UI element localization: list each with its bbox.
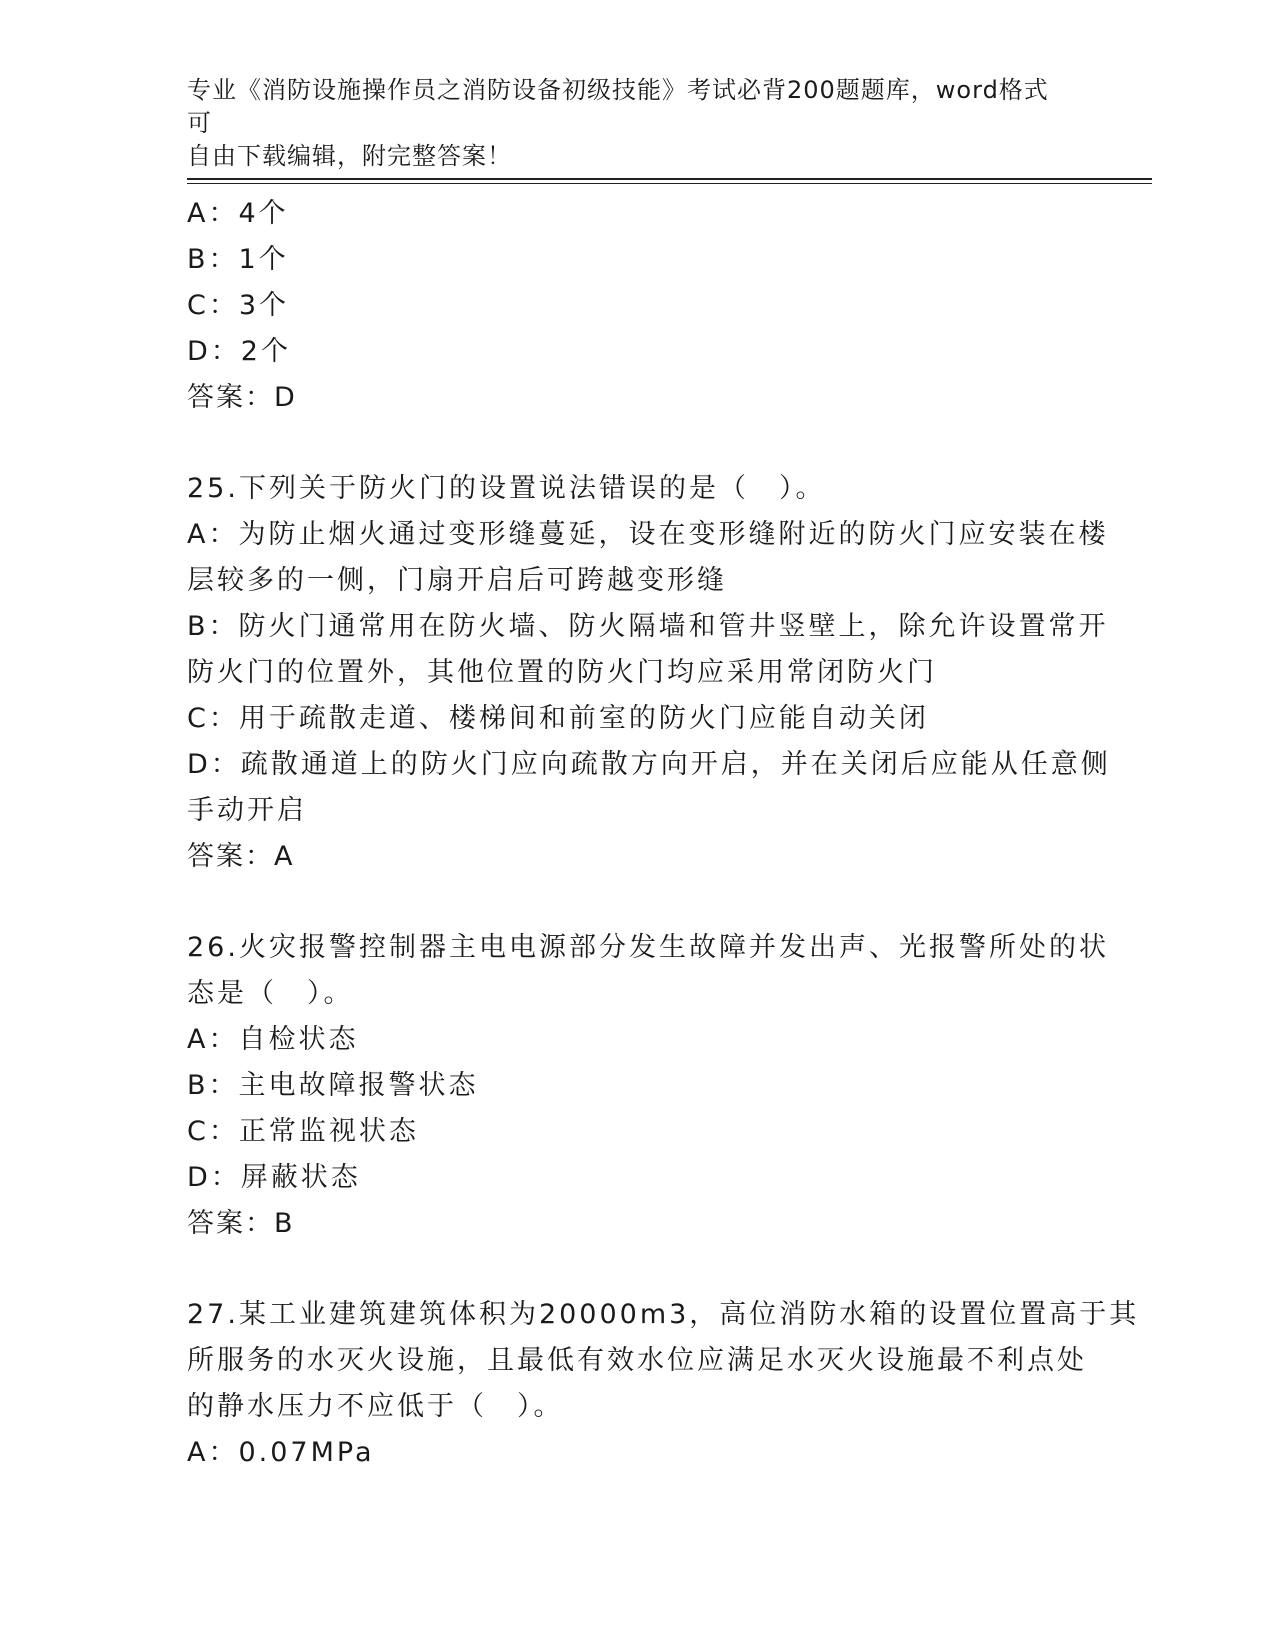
question-text: 27.某工业建筑建筑体积为20000m3，高位消防水箱的设置位置高于其 <box>187 1299 1140 1330</box>
option-b: B：1个 <box>187 244 289 275</box>
option-b-continued: 防火门的位置外，其他位置的防火门均应采用常闭防火门 <box>187 657 937 688</box>
question-block-27 <box>187 1292 1140 1476</box>
question-block-25 <box>187 466 1111 880</box>
header-line-2: 自由下载编辑，附完整答案！ <box>187 142 512 170</box>
option-c: C：用于疏散走道、楼梯间和前室的防火门应能自动关闭 <box>187 703 929 734</box>
question-list <box>187 191 1140 1476</box>
spacer <box>187 880 1087 925</box>
document-header <box>187 74 1067 173</box>
header-line-1: 专业《消防设施操作员之消防设备初级技能》考试必背200题题库，word格式可 <box>187 76 1049 137</box>
option-a: A：4个 <box>187 198 289 229</box>
question-text-continued: 所服务的水灭火设施，且最低有效水位应满足水灭火设施最不利点处 <box>187 1345 1087 1376</box>
spacer <box>187 1247 1087 1292</box>
question-text: 25.下列关于防火门的设置说法错误的是（ ）。 <box>187 473 826 504</box>
spacer <box>187 421 1087 466</box>
question-text-continued-2: 的静水压力不应低于（ ）。 <box>187 1391 564 1422</box>
option-b: B：主电故障报警状态 <box>187 1070 479 1101</box>
question-text-continued: 态是（ ）。 <box>187 978 354 1009</box>
answer: 答案：D <box>187 382 297 413</box>
option-a: A：自检状态 <box>187 1024 359 1055</box>
option-a: A：0.07MPa <box>187 1437 375 1468</box>
header-divider <box>187 178 1152 184</box>
option-a: A：为防止烟火通过变形缝蔓延，设在变形缝附近的防火门应安装在楼 <box>187 519 1109 550</box>
answer: 答案：B <box>187 1208 295 1239</box>
option-c: C：3个 <box>187 290 290 321</box>
question-block-26 <box>187 925 1109 1247</box>
option-d: D：屏蔽状态 <box>187 1162 361 1193</box>
question-text: 26.火灾报警控制器主电电源部分发生故障并发出声、光报警所处的状 <box>187 932 1109 963</box>
answer: 答案：A <box>187 841 295 872</box>
option-d: D：疏散通道上的防火门应向疏散方向开启，并在关闭后应能从任意侧 <box>187 749 1111 780</box>
option-c: C：正常监视状态 <box>187 1116 419 1147</box>
option-b: B：防火门通常用在防火墙、防火隔墙和管井竖壁上，除允许设置常开 <box>187 611 1109 642</box>
option-a-continued: 层较多的一侧，门扇开启后可跨越变形缝 <box>187 565 727 596</box>
option-d: D：2个 <box>187 336 291 367</box>
option-d-continued: 手动开启 <box>187 795 307 826</box>
question-block-24 <box>187 191 1087 421</box>
